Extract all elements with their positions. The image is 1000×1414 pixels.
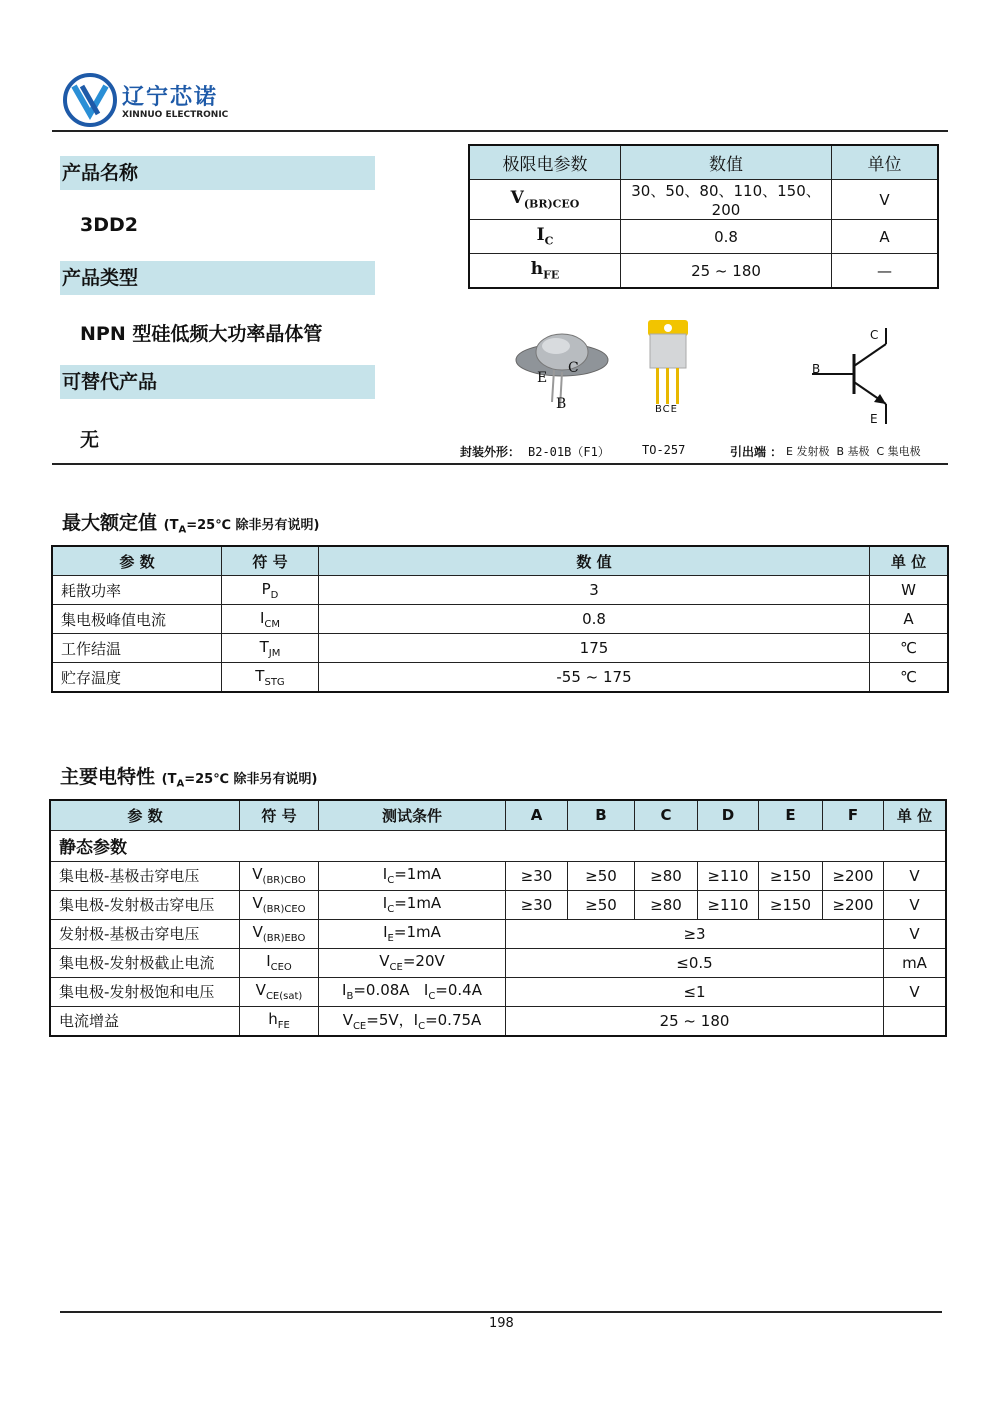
grade-d: ≥110 xyxy=(698,861,759,890)
elec-symbol: $V_{(BR)CBO}$ xyxy=(240,861,319,890)
table-row xyxy=(50,861,946,890)
elec-merged-value: 25 ~ 180 xyxy=(506,1006,884,1036)
page-number: 198 xyxy=(489,1316,514,1331)
electrical-title: 主要电特性 ($T_A=25℃$ 除非另有说明) xyxy=(60,766,318,790)
max-value: -55 ~ 175 xyxy=(319,663,870,693)
max-param: 贮存温度 xyxy=(52,663,222,693)
max-ratings-title-text: 最大额定值 xyxy=(62,512,158,534)
logo-mark-icon xyxy=(62,72,118,128)
grade-b: ≥50 xyxy=(568,861,635,890)
product-type: NPN 型硅低频大功率晶体管 xyxy=(80,323,323,345)
grade-e: ≥150 xyxy=(759,890,823,919)
logo-brand-en: XINNUO ELECTRONIC xyxy=(122,110,229,120)
elec-merged-value: ≤1 xyxy=(506,977,884,1006)
limit-symbol-sub: (BR)CEO xyxy=(523,197,580,211)
logo-brand-cn: 辽宁芯诺 xyxy=(122,85,219,110)
pin-c-label: C xyxy=(568,360,579,376)
limit-symbol-sub: C xyxy=(544,234,554,248)
top-rule xyxy=(52,130,948,132)
grade-a: ≥30 xyxy=(506,861,568,890)
limit-row xyxy=(469,180,938,220)
elec-header-param: 参 数 xyxy=(50,800,240,830)
elec-param: 发射极-基极击穿电压 xyxy=(50,919,240,948)
grade-b: ≥50 xyxy=(568,890,635,919)
max-value: 0.8 xyxy=(319,605,870,634)
grade-d: ≥110 xyxy=(698,890,759,919)
grade-c: ≥80 xyxy=(635,890,698,919)
max-symbol: $P_D$ xyxy=(222,576,319,605)
elec-unit: V xyxy=(884,977,947,1006)
elec-unit: mA xyxy=(884,948,947,977)
limit-header-unit: 单位 xyxy=(832,145,939,180)
elec-merged-value: ≤0.5 xyxy=(506,948,884,977)
limit-unit: — xyxy=(832,254,939,289)
footer-rule xyxy=(60,1311,942,1313)
grade-f: ≥200 xyxy=(823,861,884,890)
elec-header-cond: 测试条件 xyxy=(319,800,506,830)
limit-value: 25 ~ 180 xyxy=(621,254,832,289)
section-rule xyxy=(52,463,948,465)
max-ratings-title: 最大额定值 ($T_A=25℃$ 除非另有说明) xyxy=(62,512,320,536)
grade-e: ≥150 xyxy=(759,861,823,890)
max-ratings-table xyxy=(51,545,949,693)
grade-a: ≥30 xyxy=(506,890,568,919)
limit-row xyxy=(469,254,938,289)
elec-param: 集电极-发射极击穿电压 xyxy=(50,890,240,919)
elec-symbol: $I_{CEO}$ xyxy=(240,948,319,977)
max-symbol: $I_{CM}$ xyxy=(222,605,319,634)
elec-cond: $V_{CE}=5V$，$I_C=0.75A$ xyxy=(319,1006,506,1036)
limit-symbol: h xyxy=(530,259,544,280)
elec-header-f: F xyxy=(823,800,884,830)
elec-header-b: B xyxy=(568,800,635,830)
max-param: 工作结温 xyxy=(52,634,222,663)
max-param: 集电极峰值电流 xyxy=(52,605,222,634)
elec-header-e: E xyxy=(759,800,823,830)
elec-merged-value: ≥3 xyxy=(506,919,884,948)
elec-unit: V xyxy=(884,919,947,948)
pin-out-desc: E 发射极 B 基极 C 集电极 xyxy=(786,445,921,458)
electrical-title-text: 主要电特性 xyxy=(60,766,156,788)
max-header-param: 参 数 xyxy=(52,546,222,576)
logo xyxy=(62,72,232,130)
elec-header-a: A xyxy=(506,800,568,830)
table-row xyxy=(50,919,946,948)
table-row xyxy=(50,948,946,977)
limit-symbol: V xyxy=(510,188,524,209)
elec-header-unit: 单 位 xyxy=(884,800,947,830)
elec-param: 集电极-基极击穿电压 xyxy=(50,861,240,890)
elec-cond: $I_C=1mA$ xyxy=(319,861,506,890)
electrical-table xyxy=(49,799,947,1037)
limit-unit: A xyxy=(832,220,939,254)
elec-cond: $V_{CE}=20V$ xyxy=(319,948,506,977)
table-row xyxy=(52,663,948,693)
limit-value: 30、50、80、110、150、200 xyxy=(621,180,832,220)
elec-symbol: $V_{(BR)CEO}$ xyxy=(240,890,319,919)
elec-header-d: D xyxy=(698,800,759,830)
pin-out-label: 引出端 ： xyxy=(730,445,783,459)
max-unit: ℃ xyxy=(870,634,949,663)
elec-symbol: $V_{CE(sat)}$ xyxy=(240,977,319,1006)
pin-e-label: E xyxy=(537,370,548,386)
elec-symbol: $h_{FE}$ xyxy=(240,1006,319,1036)
symbol-e-label: E xyxy=(870,412,878,426)
grade-f: ≥200 xyxy=(823,890,884,919)
product-type-label: 产品类型 xyxy=(60,261,375,295)
table-row xyxy=(50,890,946,919)
limit-symbol: I xyxy=(536,225,545,246)
table-row xyxy=(52,576,948,605)
table-row xyxy=(52,605,948,634)
elec-unit: V xyxy=(884,861,947,890)
bce-label: BCE xyxy=(655,404,678,415)
max-symbol: $T_{JM}$ xyxy=(222,634,319,663)
max-unit: W xyxy=(870,576,949,605)
product-name: 3DD2 xyxy=(80,214,138,236)
static-params-label: 静态参数 xyxy=(50,830,946,861)
elec-param: 集电极-发射极饱和电压 xyxy=(50,977,240,1006)
table-row xyxy=(50,1006,946,1036)
max-header-symbol: 符 号 xyxy=(222,546,319,576)
grade-c: ≥80 xyxy=(635,861,698,890)
limit-header-param: 极限电参数 xyxy=(469,145,621,180)
package-to257-name: TO-257 xyxy=(642,443,686,457)
elec-param: 集电极-发射极截止电流 xyxy=(50,948,240,977)
limit-params-table xyxy=(468,144,939,289)
max-unit: A xyxy=(870,605,949,634)
table-row xyxy=(50,977,946,1006)
max-value: 175 xyxy=(319,634,870,663)
alternative-value: 无 xyxy=(80,429,100,451)
limit-value: 0.8 xyxy=(621,220,832,254)
elec-cond: $I_E=1mA$ xyxy=(319,919,506,948)
max-header-unit: 单 位 xyxy=(870,546,949,576)
max-symbol: $T_{STG}$ xyxy=(222,663,319,693)
pin-b-label: B xyxy=(556,396,567,412)
package-b2-01b-name: B2-01B（F1） xyxy=(528,445,610,459)
limit-symbol-sub: FE xyxy=(543,268,560,282)
elec-symbol: $V_{(BR)EBO}$ xyxy=(240,919,319,948)
max-header-value: 数 值 xyxy=(319,546,870,576)
limit-header-value: 数值 xyxy=(621,145,832,180)
elec-cond: $I_B=0.08A$ $I_C=0.4A$ xyxy=(319,977,506,1006)
elec-unit: V xyxy=(884,890,947,919)
table-row xyxy=(52,634,948,663)
alternative-label: 可替代产品 xyxy=(60,365,375,399)
elec-param: 电流增益 xyxy=(50,1006,240,1036)
limit-unit: V xyxy=(832,180,939,220)
max-value: 3 xyxy=(319,576,870,605)
package-to257-icon xyxy=(640,318,696,406)
symbol-b-label: B xyxy=(812,362,821,376)
product-name-label: 产品名称 xyxy=(60,156,375,190)
package-outline-label: 封装外形： xyxy=(460,445,521,459)
elec-header-symbol: 符 号 xyxy=(240,800,319,830)
elec-unit xyxy=(884,1006,947,1036)
symbol-c-label: C xyxy=(870,328,879,342)
limit-row xyxy=(469,220,938,254)
max-param: 耗散功率 xyxy=(52,576,222,605)
max-unit: ℃ xyxy=(870,663,949,693)
npn-symbol-icon xyxy=(808,326,898,426)
elec-cond: $I_C=1mA$ xyxy=(319,890,506,919)
elec-header-c: C xyxy=(635,800,698,830)
static-params-row xyxy=(50,830,946,861)
